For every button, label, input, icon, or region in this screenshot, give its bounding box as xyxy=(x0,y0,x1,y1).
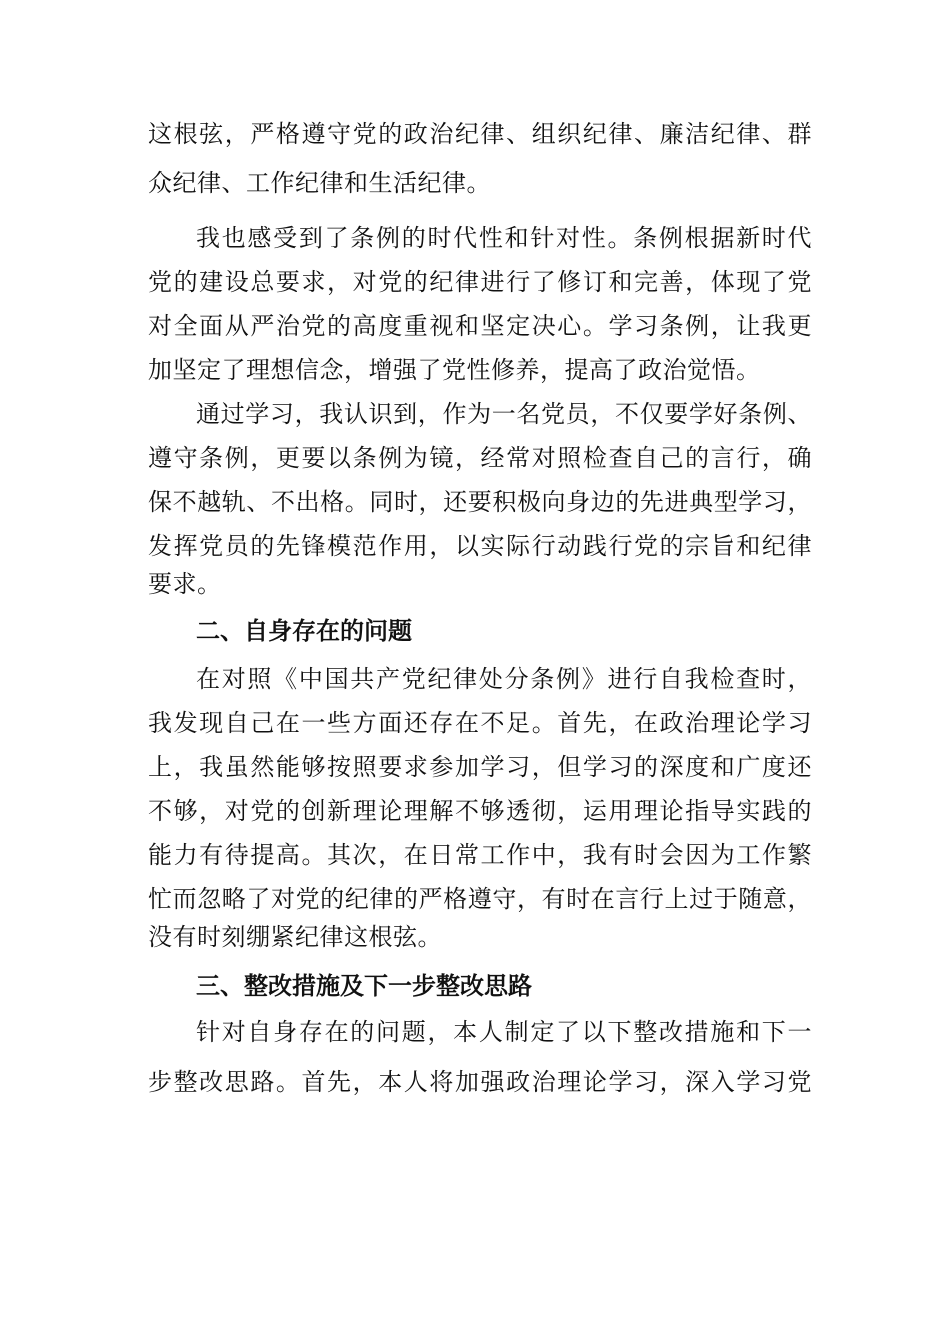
text-line: 在对照《中国共产党纪律处分条例》进行自我检查时， xyxy=(196,665,812,693)
text-line: 没有时刻绷紧纪律这根弦。 xyxy=(148,923,442,951)
text-line: 加坚定了理想信念，增强了党性修养，提高了政治觉悟。 xyxy=(148,356,761,384)
text-line: 党的建设总要求，对党的纪律进行了修订和完善，体现了党 xyxy=(148,268,812,296)
text-line: 众纪律、工作纪律和生活纪律。 xyxy=(148,169,491,197)
section-heading-3: 三、整改措施及下一步整改思路 xyxy=(196,972,532,1000)
text-line: 要求。 xyxy=(148,570,222,598)
text-line: 对全面从严治党的高度重视和坚定决心。学习条例，让我更 xyxy=(148,312,812,340)
section-heading-2: 二、自身存在的问题 xyxy=(196,617,412,645)
text-line: 上，我虽然能够按照要求参加学习，但学习的深度和广度还 xyxy=(148,753,812,781)
text-line: 通过学习，我认识到，作为一名党员，不仅要学好条例、 xyxy=(196,400,812,428)
text-line: 不够，对党的创新理论理解不够透彻，运用理论指导实践的 xyxy=(148,797,812,825)
text-line: 保不越轨、不出格。同时，还要积极向身边的先进典型学习， xyxy=(148,488,812,516)
text-line: 能力有待提高。其次，在日常工作中，我有时会因为工作繁 xyxy=(148,841,812,869)
text-line: 发挥党员的先锋模范作用，以实际行动践行党的宗旨和纪律 xyxy=(148,532,812,560)
text-line: 我也感受到了条例的时代性和针对性。条例根据新时代 xyxy=(196,224,812,252)
text-line: 忙而忽略了对党的纪律的严格遵守，有时在言行上过于随意， xyxy=(148,885,812,913)
text-line: 步整改思路。首先，本人将加强政治理论学习，深入学习党 xyxy=(148,1068,812,1096)
text-line: 针对自身存在的问题，本人制定了以下整改措施和下一 xyxy=(196,1018,812,1046)
text-line: 我发现自己在一些方面还存在不足。首先，在政治理论学习 xyxy=(148,709,812,737)
text-line: 遵守条例，更要以条例为镜，经常对照检查自己的言行，确 xyxy=(148,444,812,472)
text-line: 这根弦，严格遵守党的政治纪律、组织纪律、廉洁纪律、群 xyxy=(148,120,812,148)
